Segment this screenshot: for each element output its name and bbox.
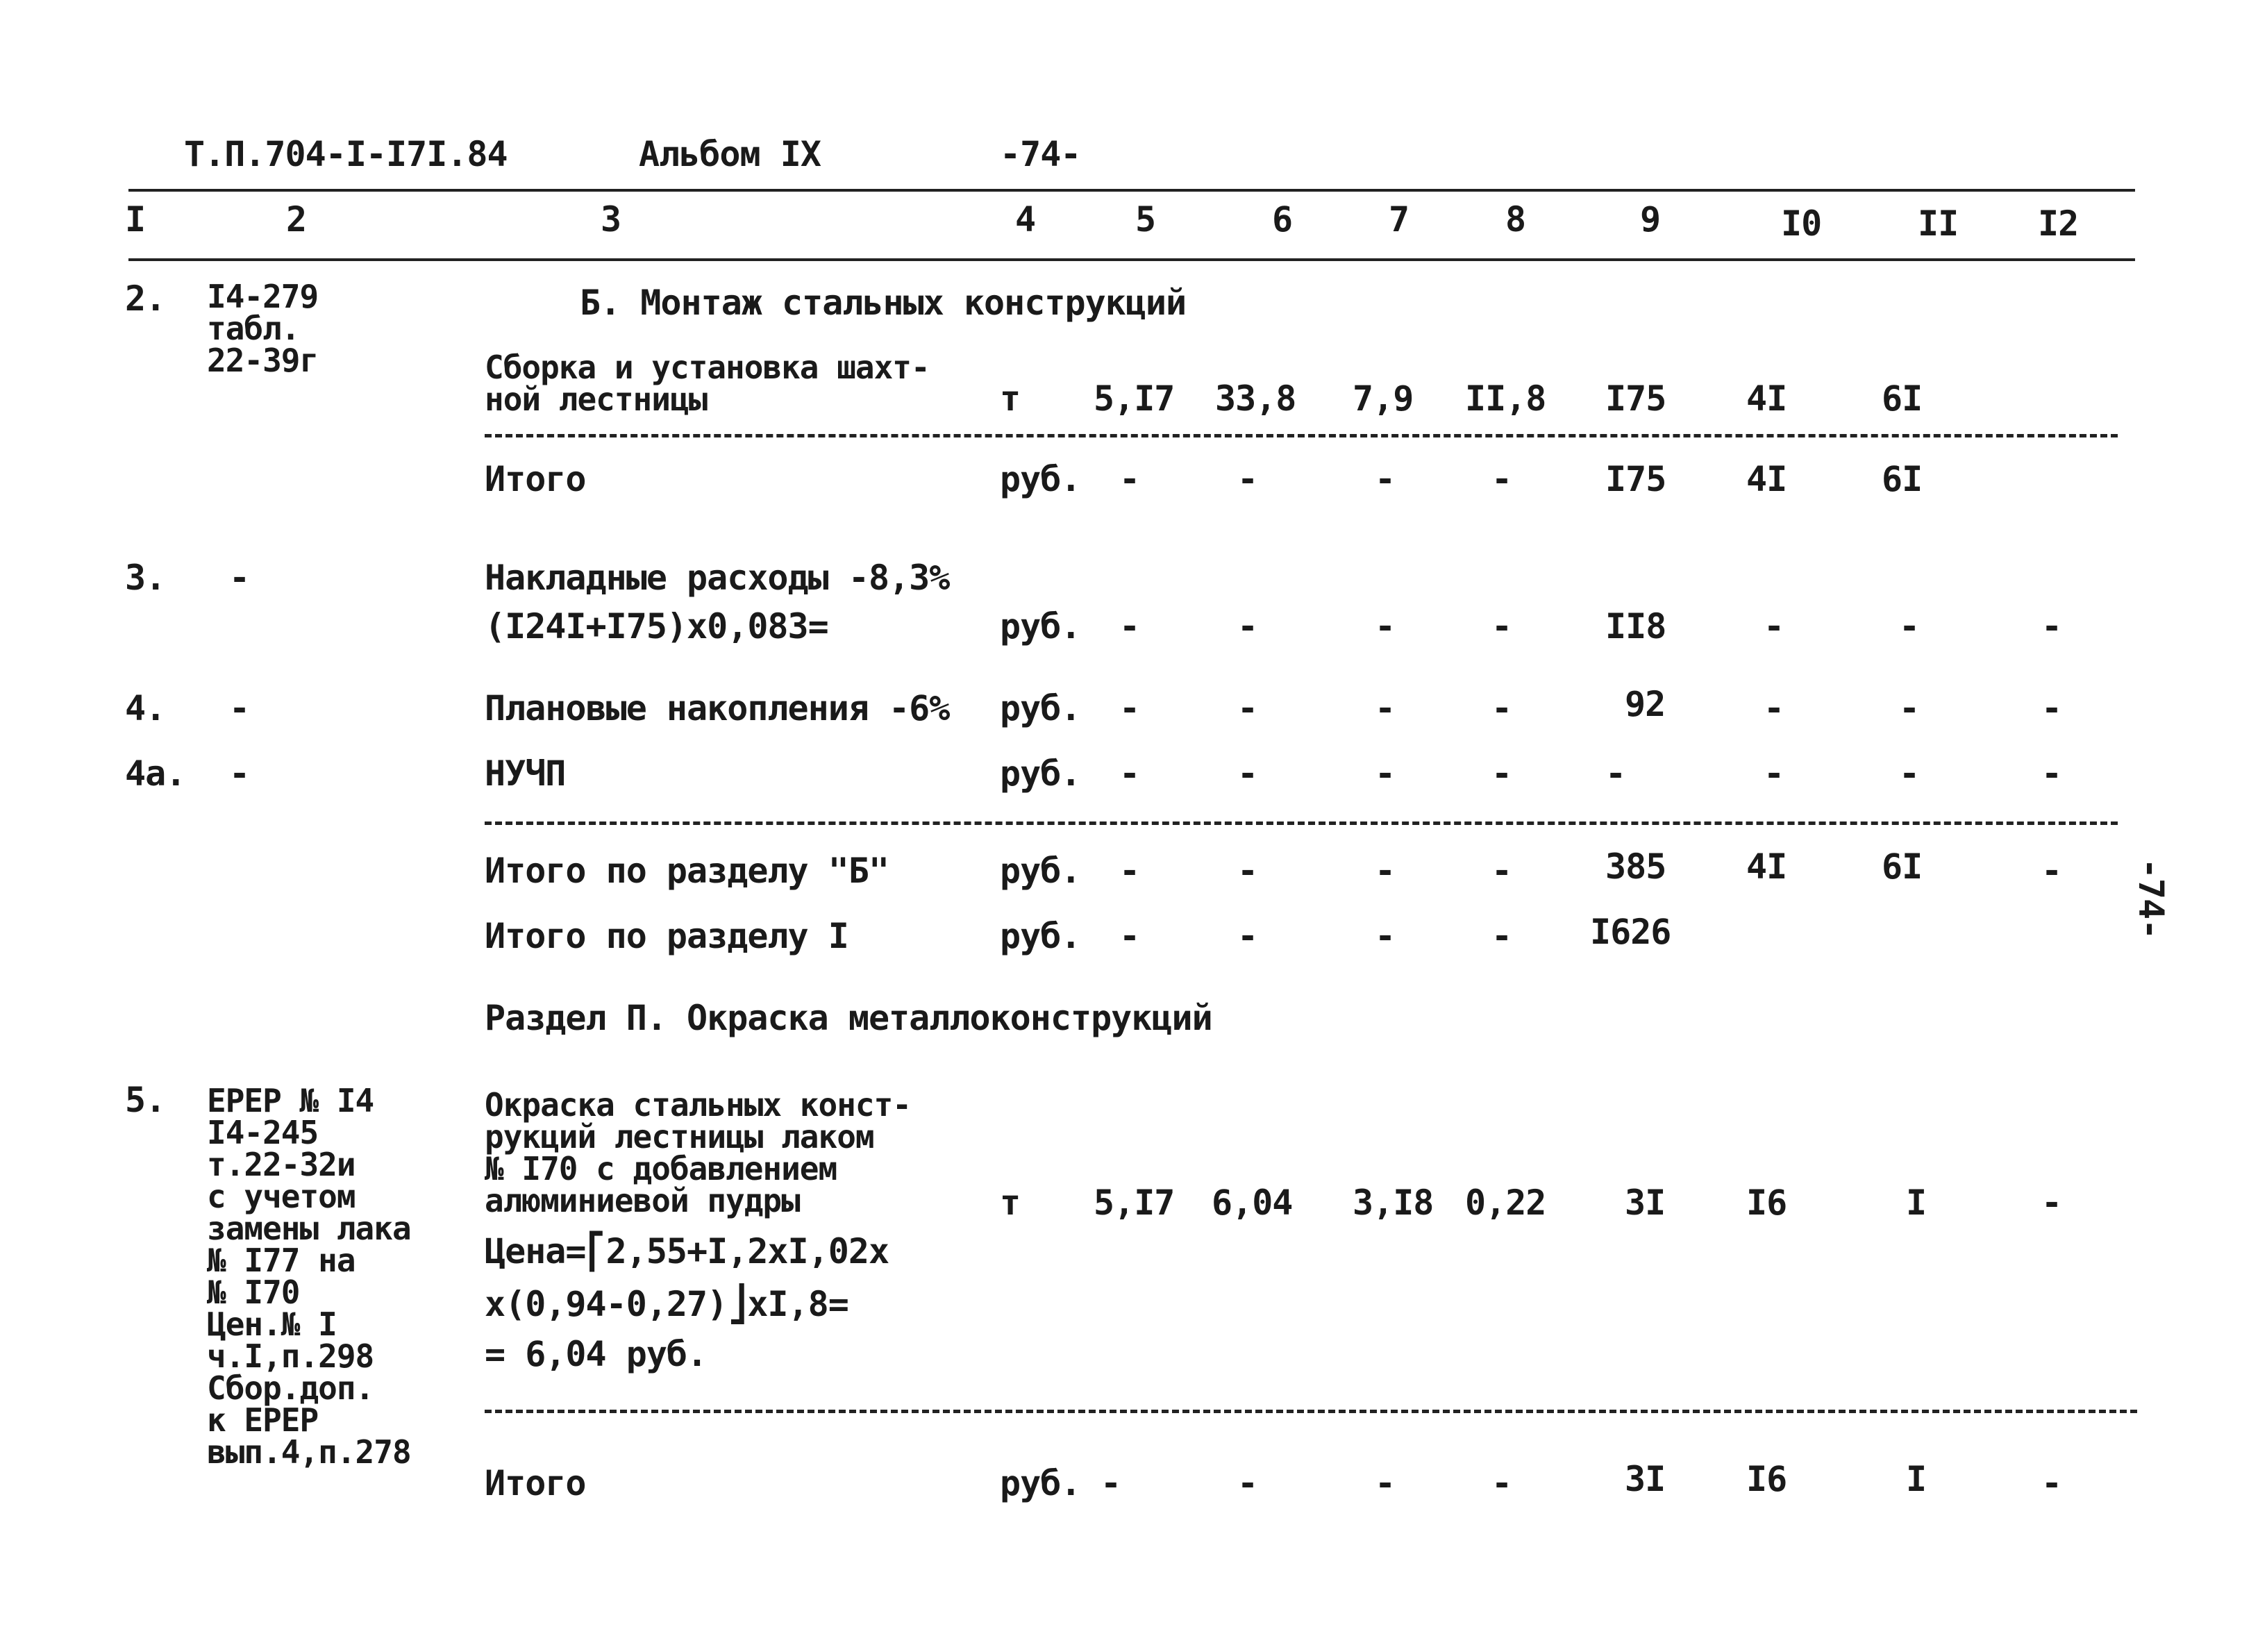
col-10: I0 (1781, 203, 1822, 244)
col-4: 4 (1015, 199, 1036, 240)
row3-formula: (I24I+I75)x0,083= (485, 606, 828, 646)
row5-c7: 3,I8 (1353, 1183, 1434, 1223)
row5-code: ЕРЕР № I4 I4-245 т.22-32и с учетом замены лака № I77 на № I70 Цен.№ I ч.I,п.298 Сбор.доп. к ЕРЕР вып.4,п.278 (207, 1082, 411, 1471)
itogo-b-unit: руб. (1000, 459, 1081, 499)
col-12: I2 (2038, 203, 2079, 244)
row4a-c6: - (1237, 753, 1258, 794)
row4a-c9: - (1605, 753, 1626, 794)
row5-unit: т (1000, 1183, 1021, 1223)
itogo-2-c11: I (1906, 1459, 1927, 1499)
total-1-unit: руб. (1000, 916, 1081, 956)
row4a-c12: - (2041, 753, 2062, 794)
itogo-b-c9: I75 (1605, 459, 1666, 499)
row5-c6: 6,04 (1212, 1183, 1293, 1223)
row2-unit: т (1000, 378, 1021, 419)
row2-rule (485, 434, 2118, 437)
itogo-2-c7: - (1375, 1463, 1396, 1503)
col-6: 6 (1272, 199, 1293, 240)
total-1-name: Итого по разделу I (485, 916, 848, 956)
row5-num: 5. (125, 1080, 166, 1120)
row5-c9: 3I (1625, 1183, 1666, 1223)
row2-name: Сборка и установка шахт- ной лестницы (485, 349, 930, 418)
row3-code: - (229, 558, 250, 598)
col-5: 5 (1135, 199, 1156, 240)
total-b-name: Итого по разделу "Б" (485, 851, 889, 891)
row2-c10: 4I (1746, 378, 1787, 419)
row3-c10: - (1764, 606, 1784, 646)
row4-c9: 92 (1625, 684, 1666, 724)
row4a-unit: руб. (1000, 753, 1081, 794)
itogo-b-c11: 6I (1882, 459, 1923, 499)
row5-c10: I6 (1746, 1183, 1787, 1223)
row2-c5: 5,I7 (1094, 378, 1175, 419)
section-b-title: Б. Монтаж стальных конструкций (580, 283, 1187, 323)
row5-c5: 5,I7 (1094, 1183, 1175, 1223)
col-8: 8 (1505, 199, 1526, 240)
row3-num: 3. (125, 558, 166, 598)
total-b-c6: - (1237, 851, 1258, 891)
total-1-c7: - (1375, 916, 1396, 956)
total-1-c6: - (1237, 916, 1258, 956)
row4a-code: - (229, 753, 250, 794)
row3-unit: руб. (1000, 606, 1081, 646)
row4-c11: - (1899, 688, 1920, 728)
row4-name: Плановые накопления -6% (485, 688, 950, 728)
row3-name: Накладные расходы -8,3% (485, 558, 950, 598)
col-7: 7 (1389, 199, 1409, 240)
row5-price-1: Цена=⎡2,55+I,2xI,02x (485, 1231, 889, 1271)
row4-num: 4. (125, 688, 166, 728)
row5-c12: - (2041, 1183, 2062, 1223)
total-b-c5: - (1119, 851, 1140, 891)
row4a-c8: - (1491, 753, 1512, 794)
row2-code: I4-279 табл. 22-39г (207, 278, 319, 379)
row4a-c7: - (1375, 753, 1396, 794)
total-b-c9: 385 (1605, 846, 1666, 887)
header-rule-top (128, 189, 2135, 192)
col-1: I (125, 199, 146, 240)
section-2-title: Раздел П. Окраска металлоконструкций (485, 998, 1212, 1038)
margin-page-mark: -74- (2131, 858, 2172, 940)
total-b-c12: - (2041, 851, 2062, 891)
row4-c12: - (2041, 688, 2062, 728)
row2-num: 2. (125, 278, 166, 319)
row2-c8: II,8 (1465, 378, 1546, 419)
col-2: 2 (286, 199, 307, 240)
col-11: II (1918, 203, 1959, 244)
row3-c8: - (1491, 606, 1512, 646)
row2-c9: I75 (1605, 378, 1666, 419)
row4-c8: - (1491, 688, 1512, 728)
row3-c12: - (2041, 606, 2062, 646)
itogo-2-c6: - (1237, 1463, 1258, 1503)
itogo-2-unit: руб. (1000, 1463, 1081, 1503)
row2-c6: 33,8 (1215, 378, 1296, 419)
row4-unit: руб. (1000, 688, 1081, 728)
row3-c9: II8 (1605, 606, 1666, 646)
itogo-2-name: Итого (485, 1463, 586, 1503)
row3-c11: - (1899, 606, 1920, 646)
itogo-2-c12: - (2041, 1463, 2062, 1503)
row4-code: - (229, 688, 250, 728)
section-b-total-rule (485, 821, 2118, 825)
col-9: 9 (1640, 199, 1661, 240)
row4a-num: 4а. (125, 753, 186, 794)
total-b-c11: 6I (1882, 846, 1923, 887)
total-b-unit: руб. (1000, 851, 1081, 891)
itogo-2-c8: - (1491, 1463, 1512, 1503)
total-b-c10: 4I (1746, 846, 1787, 887)
itogo-b-c8: - (1491, 459, 1512, 499)
col-3: 3 (601, 199, 621, 240)
total-1-c8: - (1491, 916, 1512, 956)
itogo-b-c5: - (1119, 459, 1140, 499)
total-1-c5: - (1119, 916, 1140, 956)
row4a-c10: - (1764, 753, 1784, 794)
page-number: -74- (1000, 134, 1081, 174)
row5-c11: I (1906, 1183, 1927, 1223)
itogo-2-c10: I6 (1746, 1459, 1787, 1499)
row4-c7: - (1375, 688, 1396, 728)
row5-price-2: x(0,94-0,27)⎦xI,8= (485, 1284, 848, 1324)
row4a-c11: - (1899, 753, 1920, 794)
row2-c7: 7,9 (1353, 378, 1414, 419)
row4a-c5: - (1119, 753, 1140, 794)
row4a-name: НУЧП (485, 753, 566, 794)
total-b-c7: - (1375, 851, 1396, 891)
row5-c8: 0,22 (1465, 1183, 1546, 1223)
itogo-b-c6: - (1237, 459, 1258, 499)
row3-c6: - (1237, 606, 1258, 646)
total-1-c9: I626 (1590, 912, 1671, 952)
row2-c11: 6I (1882, 378, 1923, 419)
total-b-c8: - (1491, 851, 1512, 891)
header-rule-bottom (128, 258, 2135, 261)
itogo-b-name: Итого (485, 459, 586, 499)
doc-code: Т.П.704-I-I7I.84 (184, 134, 508, 174)
itogo-b-c10: 4I (1746, 459, 1787, 499)
row5-name: Окраска стальных конст- рукций лестницы лаком № I70 с добавлением алюминиевой пудры (485, 1086, 911, 1219)
itogo-b-c7: - (1375, 459, 1396, 499)
row5-price-3: = 6,04 руб. (485, 1334, 708, 1374)
row4-c6: - (1237, 688, 1258, 728)
section-2-rule (485, 1410, 2137, 1413)
row3-c5: - (1119, 606, 1140, 646)
album-label: Альбом IX (639, 134, 821, 174)
row3-c7: - (1375, 606, 1396, 646)
itogo-2-c5: - (1101, 1463, 1121, 1503)
itogo-2-c9: 3I (1625, 1459, 1666, 1499)
row4-c10: - (1764, 688, 1784, 728)
row4-c5: - (1119, 688, 1140, 728)
